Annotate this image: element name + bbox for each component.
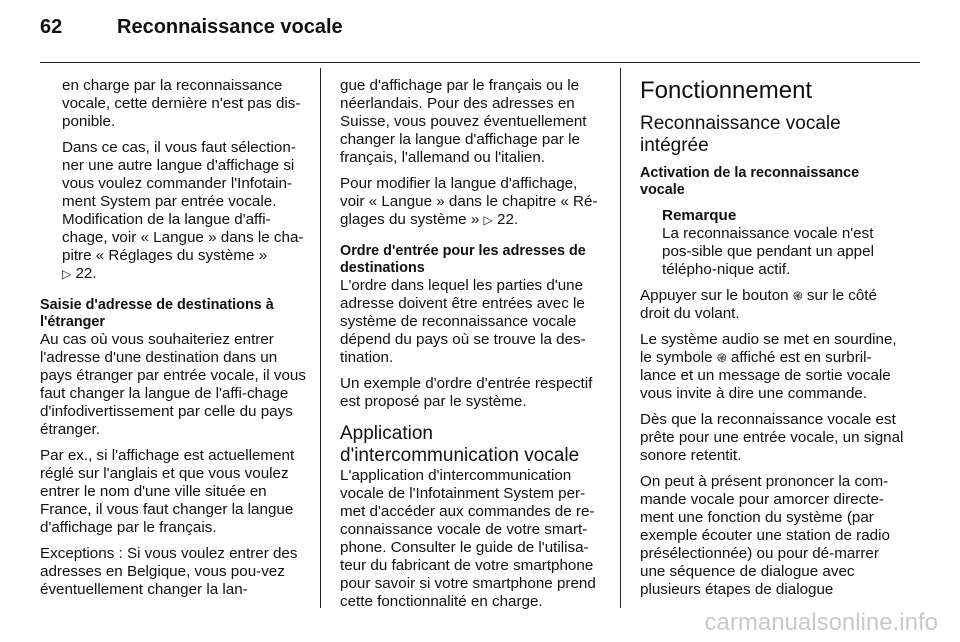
paragraph [640, 331, 906, 403]
column-3 [640, 77, 906, 607]
section-heading: Reconnaissance vocale intégrée [640, 113, 841, 156]
page-ref[interactable]: 22. [497, 211, 519, 228]
note-title: Remarque [662, 207, 737, 224]
watermark: carmanualsonline.info [704, 609, 938, 636]
subheading: Activation de la reconnaissance vocale [640, 165, 860, 198]
paragraph [40, 139, 306, 283]
paragraph: gue d'affichage par le français ou le néerlandais. Pour des adresses en Suisse, vous pouvez éventuellement changer la langue d'affichage par le français, l'allemand ou l'italien. [340, 77, 587, 166]
column-divider-2 [620, 68, 621, 608]
voice-button-icon: ֎ [792, 289, 803, 303]
paragraph: L'ordre dans lequel les parties d'une adresse doivent être entrées avec le système de reconnaissance vocale dépend du pays où se trouve la des-tination. [340, 277, 586, 366]
paragraph [340, 175, 606, 229]
section-title: Fonctionnement [640, 77, 813, 104]
paragraph [640, 287, 906, 323]
paragraph: Par ex., si l'affichage est actuellement réglé sur l'anglais et que vous voulez entrer le nom d'une ville située en France, il vous faut changer la langue d'affichage par le français. [40, 447, 295, 536]
paragraph: On peut à présent prononcer la com-mande vocale pour amorcer directe-ment une fonction du système (par exemple écouter une station de radio présélectionnée) ou pour dé-marrer une séquence de dialogue avec plusieurs étapes de dialogue [640, 473, 890, 598]
page-ref-arrow-icon: ▷ [62, 267, 72, 281]
paragraph-text: affiché est en surbril-lance et un message de sortie vocale vous invite à dire une commande. [640, 349, 891, 402]
page-number: 62 [40, 16, 63, 38]
paragraph: en charge par la reconnaissance vocale, cette dernière n'est pas dis-ponible. [62, 77, 301, 130]
subheading: Saisie d'adresse de destinations à l'étranger [40, 297, 274, 330]
subheading: Ordre d'entrée pour les adresses de destinations [340, 243, 586, 276]
column-1 [40, 77, 306, 607]
note-text: La reconnaissance vocale n'est pos-sible que pendant un appel télépho-nique actif. [662, 225, 874, 278]
page-header [40, 16, 343, 52]
paragraph-text: Le système audio se met en sourdine, le symbole [640, 331, 897, 366]
header-rule [40, 62, 920, 63]
column-divider-1 [320, 68, 321, 608]
section-heading: Application d'intercommunication vocale [340, 423, 580, 466]
column-2 [340, 77, 606, 619]
paragraph-text: sur le côté droit du volant. [640, 287, 877, 322]
page-ref-arrow-icon: ▷ [483, 213, 493, 227]
paragraph: Un exemple d'ordre d'entrée respectif est proposé par le système. [340, 375, 593, 410]
paragraph: Dès que la reconnaissance vocale est prête pour une entrée vocale, un signal sonore retentit. [640, 411, 904, 464]
chapter-title: Reconnaissance vocale [117, 16, 343, 38]
paragraph-text: Appuyer sur le bouton [640, 287, 789, 304]
page-ref[interactable]: 22. [75, 265, 97, 282]
paragraph: Exceptions : Si vous voulez entrer des adresses en Belgique, vous pou-vez éventuellement changer la lan- [40, 545, 298, 598]
paragraph: Au cas où vous souhaiteriez entrer l'adresse d'une destination dans un pays étranger par entrée vocale, il vous faut changer la langue de l'affi-chage d'infodivertissement par celle du pays étranger. [40, 331, 306, 438]
paragraph-text: Pour modifier la langue d'affichage, voir « Langue » dans le chapitre « Ré-glages du système » [340, 175, 598, 228]
voice-button-icon: ֎ [716, 351, 727, 365]
paragraph-text: Dans ce cas, il vous faut sélection-ner une autre langue d'affichage si vous voulez commander l'Infotain-ment System par entrée vocale. Modification de la langue d'affi-chage, voir « Langue » dans le cha-pitre « Réglages du système » [62, 139, 304, 264]
note [640, 207, 906, 279]
paragraph: L'application d'intercommunication vocale de l'Infotainment System per-met d'accéder aux commandes de re-connaissance vocale de votre smart-phone. Consulter le guide de l'utilisa-teur du fabricant de votre smartphone pour savoir si votre smartphone prend cette fonctionnalité en charge. [340, 467, 596, 610]
